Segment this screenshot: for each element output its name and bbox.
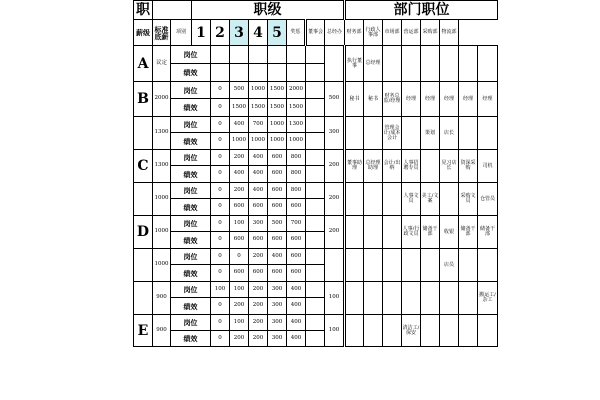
base-e2: 900 (153, 315, 171, 347)
level-5: 5 (268, 20, 287, 46)
post-val-d3-1: 0 (230, 249, 249, 265)
perf-val-c1-3: 1000 (268, 133, 287, 150)
post-val-c1-1: 400 (230, 117, 249, 133)
pos-d1-3: 人事文员 (402, 183, 421, 216)
filler (306, 99, 325, 117)
post-val-d3-4: 600 (287, 249, 306, 265)
perf-val-d2-2: 600 (249, 232, 268, 249)
pos-d3-4 (421, 249, 440, 282)
pos-d2-5: 收银 (440, 216, 459, 249)
pos-d1-2 (383, 183, 402, 216)
bonus-d2: 200 (325, 216, 345, 249)
pos-b1-6: 经理 (459, 82, 478, 117)
perf-val-b1-4: 1500 (287, 99, 306, 117)
perf-val-c2-2: 400 (249, 166, 268, 183)
pos-c2-6: 资深采购 (459, 150, 478, 183)
base-a: 议定 (153, 46, 171, 82)
post-label-a: 岗位 (171, 46, 211, 64)
post-val-a-2 (249, 46, 268, 64)
pos-d2-2 (383, 216, 402, 249)
perf-val-c1-1: 1000 (230, 133, 249, 150)
post-label-b1: 岗位 (171, 82, 211, 99)
col-base: 标准底薪 (153, 20, 171, 46)
pos-d2-6: 储备干部 (459, 216, 478, 249)
post-val-e1-0: 100 (211, 282, 230, 298)
bonus-b1: 500 (325, 82, 345, 117)
pos-d3-3 (402, 249, 421, 282)
grade-c1 (134, 117, 153, 150)
perf-val-c1-0: 0 (211, 133, 230, 150)
perf-val-e1-4: 400 (287, 298, 306, 315)
pos-e2-2 (383, 315, 402, 347)
pos-c1-5: 店长 (440, 117, 459, 150)
perf-val-b1-3: 1500 (268, 99, 287, 117)
pos-a-5 (440, 46, 459, 82)
dept-5: 营运部 (402, 20, 421, 46)
perf-val-d3-0: 0 (211, 265, 230, 282)
post-val-b1-3: 1500 (268, 82, 287, 99)
filler (306, 150, 325, 166)
perf-val-e2-2: 200 (249, 331, 268, 347)
post-val-b1-0: 0 (211, 82, 230, 99)
level-4: 4 (249, 20, 268, 46)
perf-label-e1: 绩效 (171, 298, 211, 315)
dept-2: 财务部 (345, 20, 364, 46)
pos-b1-4: 经理 (421, 82, 440, 117)
post-val-d1-0: 0 (211, 183, 230, 199)
pos-c1-2: 管理会计/成本会计 (383, 117, 402, 150)
pos-c2-1: 总经理助理 (364, 150, 383, 183)
perf-val-d2-0: 0 (211, 232, 230, 249)
filler (306, 117, 325, 133)
post-val-c2-4: 800 (287, 150, 306, 166)
post-val-d3-0: 0 (211, 249, 230, 265)
bonus-c2: 200 (325, 150, 345, 183)
post-label-c2: 岗位 (171, 150, 211, 166)
perf-val-a-3 (268, 64, 287, 82)
post-label-d1: 岗位 (171, 183, 211, 199)
perf-label-a: 绩效 (171, 64, 211, 82)
perf-label-d1: 绩效 (171, 199, 211, 216)
pos-a-4 (421, 46, 440, 82)
pos-c2-0: 董事助理 (345, 150, 364, 183)
post-val-e2-1: 100 (230, 315, 249, 331)
perf-val-c1-2: 1000 (249, 133, 268, 150)
post-val-c2-0: 0 (211, 150, 230, 166)
pos-c1-7 (478, 117, 498, 150)
filler (306, 232, 325, 249)
perf-val-d2-4: 600 (287, 232, 306, 249)
col-items: 项别 (171, 20, 192, 46)
post-val-d1-3: 600 (268, 183, 287, 199)
grade-d1 (134, 183, 153, 216)
perf-val-c2-4: 800 (287, 166, 306, 183)
pos-e2-5 (440, 315, 459, 347)
post-val-e1-3: 300 (268, 282, 287, 298)
post-label-d2: 岗位 (171, 216, 211, 232)
pos-a-0: 执行董事 (345, 46, 364, 82)
filler (306, 298, 325, 315)
grade-e2: E (134, 315, 153, 347)
pos-b1-3: 经理 (402, 82, 421, 117)
post-val-c1-2: 700 (249, 117, 268, 133)
base-d1: 1000 (153, 183, 171, 216)
post-val-c1-4: 1300 (287, 117, 306, 133)
pos-e1-3 (402, 282, 421, 315)
salary-grade-table (133, 0, 498, 347)
base-c2: 1300 (153, 150, 171, 183)
pos-d1-5 (440, 183, 459, 216)
dept-4: 市场部 (383, 20, 402, 46)
post-val-e2-0: 0 (211, 315, 230, 331)
perf-val-b1-0: 0 (211, 99, 230, 117)
grade-d2: D (134, 216, 153, 249)
perf-val-b1-1: 1500 (230, 99, 249, 117)
pos-b1-5: 经理 (440, 82, 459, 117)
post-val-a-4 (287, 46, 306, 64)
bonus-e2: 100 (325, 315, 345, 347)
perf-val-c2-0: 0 (211, 166, 230, 183)
filler (306, 133, 325, 150)
post-val-e2-2: 200 (249, 315, 268, 331)
filler (306, 166, 325, 183)
filler (306, 82, 325, 99)
col-salary: 薪级 (134, 20, 153, 46)
level-title: 职级 (192, 1, 345, 20)
pos-e1-1 (364, 282, 383, 315)
pos-c2-7: 司机 (478, 150, 498, 183)
pos-d2-7: 储备干部 (478, 216, 498, 249)
perf-val-d1-3: 600 (268, 199, 287, 216)
pos-e1-7: 搬运工/杂工 (478, 282, 498, 315)
perf-val-e1-2: 200 (249, 298, 268, 315)
perf-val-c2-3: 600 (268, 166, 287, 183)
perf-val-d1-0: 0 (211, 199, 230, 216)
pos-e2-6 (459, 315, 478, 347)
post-val-a-3 (268, 46, 287, 64)
post-val-c2-1: 200 (230, 150, 249, 166)
filler (306, 46, 325, 64)
post-val-e2-3: 300 (268, 315, 287, 331)
post-val-d3-2: 200 (249, 249, 268, 265)
pos-a-6 (459, 46, 478, 82)
post-val-b1-1: 500 (230, 82, 249, 99)
pos-d2-3: 人事/行政文员 (402, 216, 421, 249)
filler (306, 265, 325, 282)
col-bonus: 奖惩 (287, 20, 306, 46)
pos-c1-4: 策划 (421, 117, 440, 150)
filler (306, 183, 325, 199)
post-val-d2-2: 300 (249, 216, 268, 232)
perf-val-d3-2: 600 (249, 265, 268, 282)
perf-val-d2-1: 600 (230, 232, 249, 249)
perf-label-d2: 绩效 (171, 232, 211, 249)
pos-e1-4 (421, 282, 440, 315)
pos-d3-6 (459, 249, 478, 282)
dept-0: 董事会 (306, 20, 325, 46)
pos-e2-0 (345, 315, 364, 347)
post-label-e2: 岗位 (171, 315, 211, 331)
post-val-e2-4: 400 (287, 315, 306, 331)
pos-a-7 (478, 46, 498, 82)
filler (306, 282, 325, 298)
perf-val-a-4 (287, 64, 306, 82)
pos-d2-4: 储备干部 (421, 216, 440, 249)
post-val-a-0 (211, 46, 230, 64)
perf-val-d1-1: 600 (230, 199, 249, 216)
pos-c1-6 (459, 117, 478, 150)
pos-e2-7 (478, 315, 498, 347)
base-d3: 1000 (153, 249, 171, 282)
post-val-e1-1: 100 (230, 282, 249, 298)
perf-val-a-2 (249, 64, 268, 82)
grade-d3 (134, 249, 153, 282)
perf-label-e2: 绩效 (171, 331, 211, 347)
perf-val-d3-3: 600 (268, 265, 287, 282)
bonus-e1: 100 (325, 282, 345, 315)
perf-val-c1-4: 1000 (287, 133, 306, 150)
pos-c2-4 (421, 150, 440, 183)
perf-label-d3: 绩效 (171, 265, 211, 282)
pos-a-1: 总经理 (364, 46, 383, 82)
dept-1: 总经办 (325, 20, 345, 46)
perf-label-c2: 绩效 (171, 166, 211, 183)
filler (306, 64, 325, 82)
level-3: 3 (230, 20, 249, 46)
pos-e2-3: 清洁工/保安 (402, 315, 421, 347)
perf-val-a-1 (230, 64, 249, 82)
pos-e1-0 (345, 282, 364, 315)
pos-c2-2: 会计/出纳 (383, 150, 402, 183)
grade-a: A (134, 46, 153, 82)
perf-val-e1-1: 200 (230, 298, 249, 315)
pos-c1-1 (364, 117, 383, 150)
post-val-b1-4: 2000 (287, 82, 306, 99)
post-val-c1-0: 0 (211, 117, 230, 133)
level-1: 1 (192, 20, 211, 46)
post-val-d2-4: 700 (287, 216, 306, 232)
post-val-d2-3: 500 (268, 216, 287, 232)
grade-c2: C (134, 150, 153, 183)
pos-c2-5: 见习店长 (440, 150, 459, 183)
base-b1: 2000 (153, 82, 171, 117)
grade-e1 (134, 282, 153, 315)
post-val-d1-2: 400 (249, 183, 268, 199)
perf-val-c2-1: 400 (230, 166, 249, 183)
pos-d1-4: 美工/文案 (421, 183, 440, 216)
post-label-e1: 岗位 (171, 282, 211, 298)
pos-d3-0 (345, 249, 364, 282)
post-val-c2-2: 400 (249, 150, 268, 166)
bonus-d3 (325, 249, 345, 282)
pos-b1-0: 秘书 (345, 82, 364, 117)
post-label-c1: 岗位 (171, 117, 211, 133)
filler (306, 216, 325, 232)
perf-val-a-0 (211, 64, 230, 82)
post-val-c2-3: 600 (268, 150, 287, 166)
post-val-d2-0: 0 (211, 216, 230, 232)
pos-d1-1 (364, 183, 383, 216)
perf-val-d1-2: 600 (249, 199, 268, 216)
pos-d3-2 (383, 249, 402, 282)
dept-title: 部门职位 (345, 1, 498, 20)
pos-d3-5: 店员 (440, 249, 459, 282)
post-val-d3-3: 400 (268, 249, 287, 265)
post-val-d1-4: 800 (287, 183, 306, 199)
bonus-c1: 300 (325, 117, 345, 150)
perf-val-e2-0: 0 (211, 331, 230, 347)
dept-7: 物流部 (440, 20, 459, 46)
pos-c1-0 (345, 117, 364, 150)
pos-e2-4 (421, 315, 440, 347)
post-val-d1-1: 200 (230, 183, 249, 199)
perf-val-d2-3: 600 (268, 232, 287, 249)
pos-b1-1: 秘书 (364, 82, 383, 117)
dept-3: 行政人事部 (364, 20, 383, 46)
level-2: 2 (211, 20, 230, 46)
base-e1: 900 (153, 282, 171, 315)
pos-c2-3: 人事招聘专员 (402, 150, 421, 183)
base-d2: 1000 (153, 216, 171, 249)
post-val-d2-1: 100 (230, 216, 249, 232)
perf-label-b1: 绩效 (171, 99, 211, 117)
perf-val-d3-1: 600 (230, 265, 249, 282)
perf-val-e2-1: 200 (230, 331, 249, 347)
filler (306, 331, 325, 347)
pos-d3-1 (364, 249, 383, 282)
post-val-b1-2: 1000 (249, 82, 268, 99)
pos-a-2 (383, 46, 402, 82)
pos-d2-1 (364, 216, 383, 249)
pos-b1-2: 财务总监/经理 (383, 82, 402, 117)
bonus-a (325, 46, 345, 82)
pos-a-3 (402, 46, 421, 82)
post-val-a-1 (230, 46, 249, 64)
pos-e1-6 (459, 282, 478, 315)
pos-d2-0 (345, 216, 364, 249)
pos-e1-2 (383, 282, 402, 315)
corner-label: 职 (134, 1, 153, 20)
filler (306, 199, 325, 216)
post-val-c1-3: 1000 (268, 117, 287, 133)
pos-d1-6: 采购文员 (459, 183, 478, 216)
pos-e2-1 (364, 315, 383, 347)
pos-d1-0 (345, 183, 364, 216)
perf-val-e2-3: 300 (268, 331, 287, 347)
pos-c1-3 (402, 117, 421, 150)
perf-label-c1: 绩效 (171, 133, 211, 150)
base-c1: 1300 (153, 117, 171, 150)
perf-val-b1-2: 1500 (249, 99, 268, 117)
post-val-e1-2: 200 (249, 282, 268, 298)
pos-e1-5 (440, 282, 459, 315)
perf-val-e1-3: 300 (268, 298, 287, 315)
perf-val-d3-4: 600 (287, 265, 306, 282)
perf-val-e1-0: 0 (211, 298, 230, 315)
pos-b1-7: 经理 (478, 82, 498, 117)
filler (306, 315, 325, 331)
dept-6: 采购部 (421, 20, 440, 46)
post-val-e1-4: 400 (287, 282, 306, 298)
grade-b1: B (134, 82, 153, 117)
pos-d1-7: 仓管员 (478, 183, 498, 216)
filler (306, 249, 325, 265)
perf-val-e2-4: 400 (287, 331, 306, 347)
blank-cell (153, 1, 192, 20)
pos-d3-7 (478, 249, 498, 282)
perf-val-d1-4: 600 (287, 199, 306, 216)
post-label-d3: 岗位 (171, 249, 211, 265)
bonus-d1: 200 (325, 183, 345, 216)
